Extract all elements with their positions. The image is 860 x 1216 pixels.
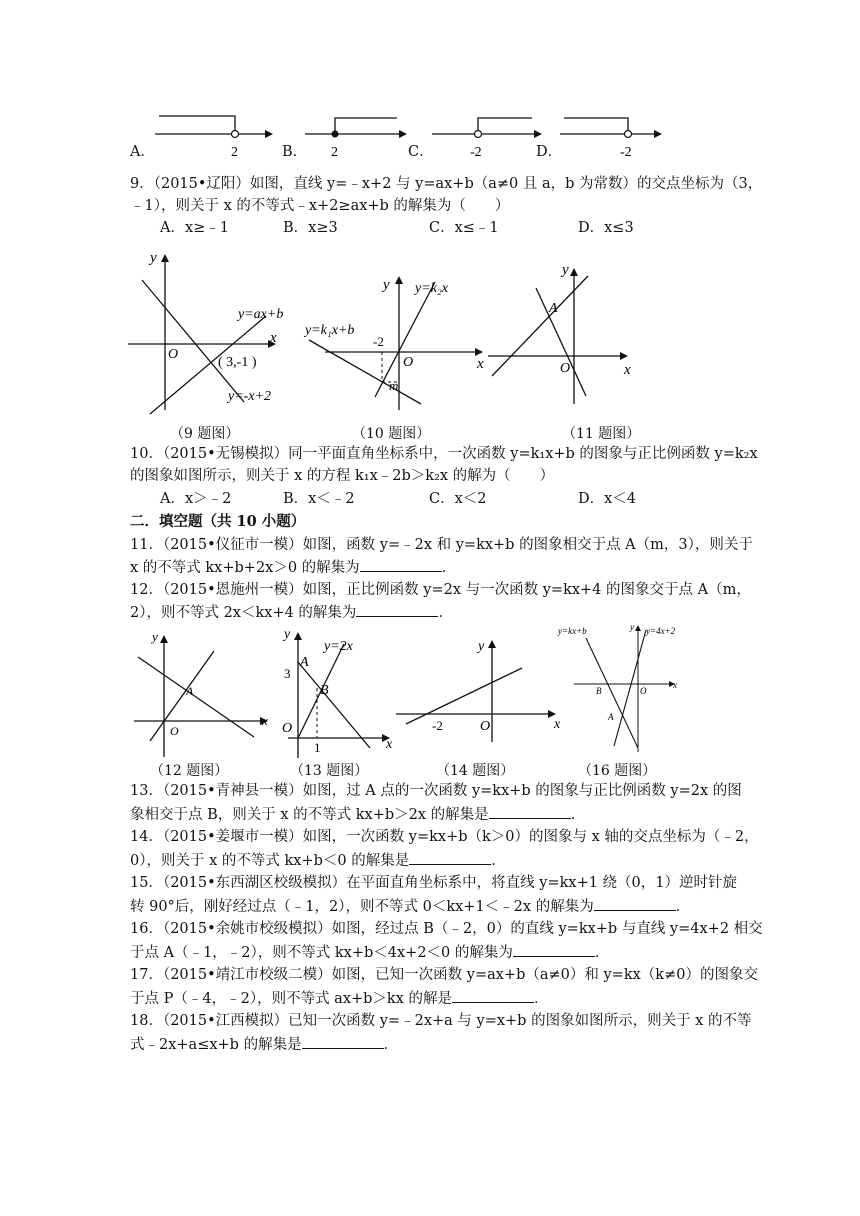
q14-line-2 xyxy=(130,850,730,871)
fig11-origin: O xyxy=(560,361,571,376)
section-2-heading: 二．填空题（共 10 小题） xyxy=(130,513,306,530)
q8-option-d-label: D． xyxy=(536,144,563,160)
fig11-y-label: y xyxy=(562,262,569,278)
q15-line-1: 15．（2015•东西湖区校级模拟）在平面直角坐标系中，将直线 y=kx+1 绕（0，1）逆时针旋 xyxy=(130,875,738,891)
fig10-tick: -2 xyxy=(373,334,384,349)
fig10-x-label: x xyxy=(477,356,484,372)
q9-option-d: D．x≤3 xyxy=(578,220,634,236)
fig13-origin: O xyxy=(282,721,293,736)
q8-number-line-c xyxy=(432,108,557,160)
q17-line-1: 17．（2015•靖江市校级二模）如图，已知一次函数 y=ax+b（a≠0）和 y=kx（k≠0）的图象交 xyxy=(130,967,758,983)
q13-end: ． xyxy=(570,807,586,823)
q17-end: ． xyxy=(534,991,549,1007)
q9-option-c: C．x≤﹣1 xyxy=(429,220,499,236)
fig13-line-2x: y=2x xyxy=(324,639,353,654)
q13-answer-blank[interactable] xyxy=(489,804,571,819)
q15-answer-blank[interactable] xyxy=(594,896,676,911)
fig13-x-label: x xyxy=(386,737,393,752)
q15-end: ． xyxy=(675,899,691,915)
q13-line-2 xyxy=(130,804,730,825)
fig9-x-label: x xyxy=(270,330,277,346)
q8-d-tick: -2 xyxy=(620,145,632,160)
q11-text: x 的不等式 kx+b+2x＞0 的解集为 xyxy=(130,560,360,576)
q16-line-2 xyxy=(130,942,730,963)
q10-option-a: A．x＞﹣2 xyxy=(160,491,232,507)
fig11-x-label: x xyxy=(624,362,631,378)
fig9-point: ( 3,-1 ) xyxy=(218,355,257,370)
fig12-y-label: y xyxy=(152,629,158,644)
q16-line-1: 16．（2015•余姚市校级模拟）如图，经过点 B（﹣2，0）的直线 y=kx+b 与直线 y=4x+2 相交 xyxy=(130,921,763,937)
q8-number-line-b xyxy=(305,108,430,160)
q16-end: ． xyxy=(594,945,610,961)
q17-text: 于点 P（﹣4，﹣2），则不等式 ax+b＞kx 的解是 xyxy=(130,991,453,1007)
fig16-point-a: A xyxy=(608,712,614,722)
fig16-point-b: B xyxy=(596,686,602,696)
fig13-point-b: B xyxy=(320,683,329,698)
q10-line-2: 的图象如图所示，则关于 x 的方程 k₁x﹣2b＞k₂x 的解为（ ） xyxy=(130,468,555,484)
q18-line-2 xyxy=(130,1034,730,1055)
q9-line-1: 9．（2015•辽阳）如图，直线 y=﹣x+2 与 y=ax+b（a≠0 且 a，b 为常数）的交点坐标为（3， xyxy=(130,176,763,192)
fig13-three: 3 xyxy=(284,666,291,681)
fig14-tick: -2 xyxy=(432,718,443,733)
q17-answer-blank[interactable] xyxy=(452,988,534,1003)
fig14-y-label: y xyxy=(478,639,485,654)
q15-line-2 xyxy=(130,896,730,917)
q16-text: 于点 A（﹣1，﹣2），则不等式 kx+b＜4x+2＜0 的解集为 xyxy=(130,945,513,961)
q8-option-b-label: B． xyxy=(282,144,308,160)
q11-answer-blank[interactable] xyxy=(360,557,442,572)
q11-end: ． xyxy=(441,560,457,576)
figure-16-caption: （16 题图） xyxy=(578,763,657,779)
fig10-line-k2: y=k₂x xyxy=(415,281,448,296)
fig13-one: 1 xyxy=(314,740,321,755)
q13-line-1: 13．（2015•青神县一模）如图，过 A 点的一次函数 y=kx+b 的图象与正比例函数 y=2x 的图 xyxy=(130,783,742,799)
fig11-point-a: A xyxy=(549,301,558,316)
q10-option-d: D．x＜4 xyxy=(578,491,637,507)
fig16-origin: O xyxy=(640,686,647,696)
q14-answer-blank[interactable] xyxy=(409,850,491,865)
q18-text: 式﹣2x+a≤x+b 的解集是 xyxy=(130,1037,302,1053)
q8-option-a-label: A． xyxy=(130,144,155,160)
q9-option-b: B．x≥3 xyxy=(283,220,338,236)
q9-option-a: A．x≥﹣1 xyxy=(160,220,230,236)
q8-b-tick: 2 xyxy=(331,145,338,160)
q16-answer-blank[interactable] xyxy=(513,942,595,957)
q14-end: ． xyxy=(491,853,506,869)
q12-line-1: 12．（2015•恩施州一模）如图，正比例函数 y=2x 与一次函数 y=kx+4 的图象交于点 A（m， xyxy=(130,582,751,598)
figure-14-caption: （14 题图） xyxy=(436,763,515,779)
q10-line-1: 10．（2015•无锡模拟）同一平面直角坐标系中，一次函数 y=k₁x+b 的图象与正比例函数 y=k₂x xyxy=(130,446,758,462)
fig14-origin: O xyxy=(480,719,491,734)
fig14-x-label: x xyxy=(554,717,561,732)
q11-line-1: 11．（2015•仪征市一模）如图，函数 y=﹣2x 和 y=kx+b 的图象相交于点 A（m，3），则关于 xyxy=(130,537,753,553)
figure-14 xyxy=(396,634,566,744)
fig13-point-a: A xyxy=(300,655,309,670)
q14-line-1: 14．（2015•姜堰市一模）如图，一次函数 y=kx+b（k＞0）的图象与 x 轴的交点坐标为（﹣2， xyxy=(130,829,759,845)
fig12-origin: O xyxy=(170,724,179,738)
fig16-x-label: x xyxy=(673,680,677,690)
q18-line-1: 18．（2015•江西模拟）已知一次函数 y=﹣2x+a 与 y=x+b 的图象如图所示，则关于 x 的不等 xyxy=(130,1013,752,1029)
figure-16 xyxy=(558,620,688,756)
figure-11 xyxy=(488,258,638,408)
figure-13 xyxy=(278,622,403,762)
fig10-y-label: y xyxy=(383,277,390,293)
figure-13-caption: （13 题图） xyxy=(290,763,369,779)
q13-text: 象相交于点 B，则关于 x 的不等式 kx+b＞2x 的解集是 xyxy=(130,807,489,823)
q15-text: 转 90°后，刚好经过点（﹣1，2），则不等式 0＜kx+1＜﹣2x 的解集为 xyxy=(130,899,594,915)
q12-text: 2），则不等式 2x＜kx+4 的解集为 xyxy=(130,605,357,621)
fig10-m: m xyxy=(389,378,399,393)
q9-line-2: ﹣1），则关于 x 的不等式﹣x+2≥ax+b 的解集为（ ） xyxy=(130,198,510,214)
fig12-point-a: A xyxy=(186,684,194,698)
fig9-origin: O xyxy=(168,347,179,362)
figure-9-caption: （9 题图） xyxy=(170,426,240,442)
fig10-line-k1: y=k₁x+b xyxy=(305,323,355,338)
figure-10-caption: （10 题图） xyxy=(352,426,431,442)
q8-a-tick: 2 xyxy=(231,145,238,160)
q8-number-line-a xyxy=(155,108,280,160)
q17-line-2 xyxy=(130,988,730,1009)
fig10-origin: O xyxy=(403,355,414,370)
fig16-y-label: y xyxy=(630,622,634,632)
figure-10 xyxy=(305,262,490,412)
fig16-line-kx-b: y=kx+b xyxy=(558,626,587,636)
figure-11-caption: （11 题图） xyxy=(562,426,641,442)
q10-option-c: C．x＜2 xyxy=(429,491,487,507)
figure-12 xyxy=(130,625,275,760)
q8-c-tick: -2 xyxy=(470,145,482,160)
figure-9 xyxy=(128,242,288,412)
q18-end: ． xyxy=(383,1037,399,1053)
q12-end: ． xyxy=(438,605,453,621)
fig9-line-ax-b: y=ax+b xyxy=(238,307,284,322)
q18-answer-blank[interactable] xyxy=(302,1034,384,1049)
q8-number-line-d xyxy=(560,108,685,160)
fig12-x-label: x xyxy=(262,713,268,728)
q8-option-c-label: C． xyxy=(408,144,434,160)
fig9-line-neg-x-2: y=-x+2 xyxy=(228,389,271,404)
fig16-line-4x-2: y=4x+2 xyxy=(646,626,676,636)
fig13-y-label: y xyxy=(284,627,291,642)
q10-option-b: B．x＜﹣2 xyxy=(283,491,355,507)
q12-answer-blank[interactable] xyxy=(356,602,438,617)
figure-12-caption: （12 题图） xyxy=(150,763,229,779)
fig9-y-label: y xyxy=(150,250,157,266)
q11-line-2 xyxy=(130,557,730,578)
q14-text: 0），则关于 x 的不等式 kx+b＜0 的解集是 xyxy=(130,853,410,869)
